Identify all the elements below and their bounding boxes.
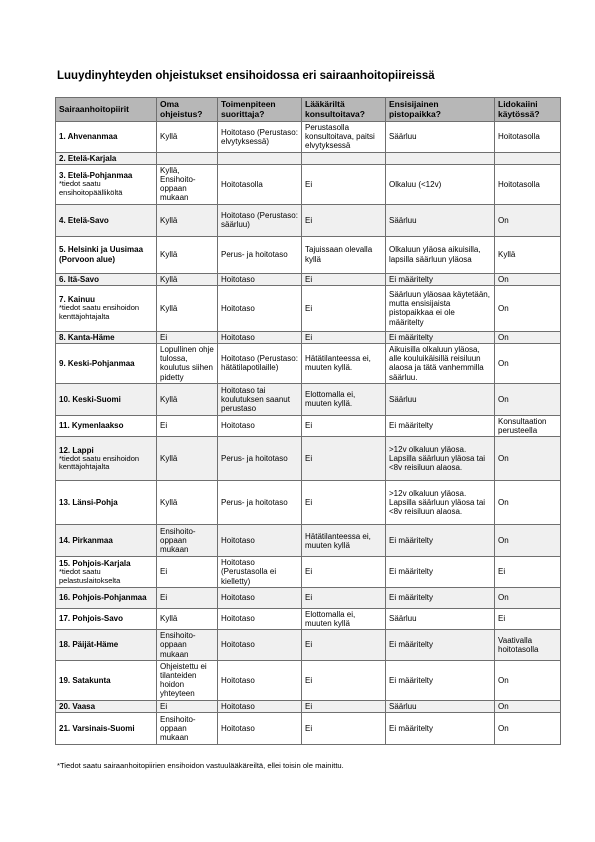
district-name: 9. Keski-Pohjanmaa xyxy=(59,358,135,368)
table-row xyxy=(56,122,561,153)
district-cell xyxy=(56,383,157,415)
cell-performer: Hoitotaso (Perustaso: elvytyksessä) xyxy=(218,122,302,153)
cell-consult: Ei xyxy=(302,587,386,608)
header-own-guideline: Oma ohjeistus? xyxy=(157,98,218,122)
table-row xyxy=(56,587,561,608)
district-cell xyxy=(56,122,157,153)
cell-performer: Hoitotaso xyxy=(218,285,302,331)
cell-own-guideline: Ei xyxy=(157,557,218,588)
cell-performer: Hoitotaso (Perustasolla ei kielletty) xyxy=(218,557,302,588)
cell-lidocaine: Ei xyxy=(495,608,561,629)
district-name: 20. Vaasa xyxy=(59,701,96,711)
district-cell xyxy=(56,608,157,629)
cell-lidocaine: On xyxy=(495,331,561,343)
cell-lidocaine: On xyxy=(495,525,561,557)
district-name: 16. Pohjois-Pohjanmaa xyxy=(59,593,147,603)
cell-performer: Perus- ja hoitotaso xyxy=(218,437,302,481)
cell-own-guideline: Ei xyxy=(157,415,218,436)
district-cell xyxy=(56,630,157,661)
table-row xyxy=(56,344,561,384)
cell-own-guideline: Kyllä xyxy=(157,236,218,273)
district-cell xyxy=(56,660,157,700)
cell-consult: Ei xyxy=(302,164,386,204)
district-source-note: *tiedot saatu ensihoidon kenttäjohtajalta xyxy=(59,453,140,472)
table-row xyxy=(56,525,561,557)
district-cell xyxy=(56,204,157,236)
district-cell xyxy=(56,481,157,525)
district-name: 10. Keski-Suomi xyxy=(59,394,121,404)
cell-primary-site: Säärluun yläosaa käytetään, mutta ensisijaista pistopaikkaa ei ole määritelty xyxy=(386,285,495,331)
cell-performer: Hoitotaso xyxy=(218,331,302,343)
cell-consult: Hätätilanteessa ei, muuten kyllä xyxy=(302,525,386,557)
district-name: 12. Lappi xyxy=(59,445,94,455)
cell-consult: Ei xyxy=(302,557,386,588)
cell-lidocaine: On xyxy=(495,712,561,744)
cell-own-guideline: Ei xyxy=(157,587,218,608)
cell-performer: Hoitotaso xyxy=(218,525,302,557)
header-district: Sairaanhoitopiirit xyxy=(56,98,157,122)
cell-performer: Hoitotasolla xyxy=(218,164,302,204)
cell-lidocaine: On xyxy=(495,481,561,525)
district-name: 3. Etelä-Pohjanmaa xyxy=(59,171,133,181)
table-row xyxy=(56,285,561,331)
district-name: 6. Itä-Savo xyxy=(59,274,100,284)
cell-performer: Hoitotaso xyxy=(218,608,302,629)
cell-consult: Ei xyxy=(302,273,386,285)
table-row xyxy=(56,383,561,415)
cell-consult: Ei xyxy=(302,204,386,236)
cell-lidocaine: Ei xyxy=(495,557,561,588)
cell-primary-site: Ei määritelty xyxy=(386,557,495,588)
table-row xyxy=(56,712,561,744)
cell-performer: Hoitotaso xyxy=(218,587,302,608)
cell-primary-site: Ei määritelty xyxy=(386,630,495,661)
district-cell xyxy=(56,164,157,204)
cell-consult: Ei xyxy=(302,437,386,481)
cell-lidocaine: On xyxy=(495,587,561,608)
cell-lidocaine: On xyxy=(495,344,561,384)
cell-primary-site: Olkaluun yläosa aikuisilla, lapsilla säärluun yläosa xyxy=(386,236,495,273)
cell-consult: Ei xyxy=(302,712,386,744)
cell-performer: Perus- ja hoitotaso xyxy=(218,481,302,525)
district-cell xyxy=(56,273,157,285)
table-row xyxy=(56,152,561,164)
cell-lidocaine: Konsultaation perusteella xyxy=(495,415,561,436)
cell-primary-site: Ei määritelty xyxy=(386,660,495,700)
district-name: 7. Kainuu xyxy=(59,295,96,305)
cell-performer xyxy=(218,152,302,164)
cell-performer: Hoitotaso (Perustaso: hätätilapotilaille) xyxy=(218,344,302,384)
table-row xyxy=(56,204,561,236)
cell-primary-site: Säärluu xyxy=(386,608,495,629)
table-row xyxy=(56,700,561,712)
district-name: 5. Helsinki ja Uusimaa (Porvoon alue) xyxy=(59,245,144,264)
header-lidocaine: Lidokaiini käytössä? xyxy=(495,98,561,122)
cell-consult: Ei xyxy=(302,331,386,343)
cell-own-guideline: Ei xyxy=(157,700,218,712)
district-cell xyxy=(56,415,157,436)
district-source-note: *tiedot saatu ensihoidon kenttäjohtajalta xyxy=(59,303,140,321)
cell-lidocaine: On xyxy=(495,273,561,285)
cell-lidocaine xyxy=(495,152,561,164)
cell-own-guideline: Lopullinen ohje tulossa, koulutus siihen pidetty xyxy=(157,344,218,384)
cell-primary-site: Säärluu xyxy=(386,204,495,236)
cell-primary-site: Ei määritelty xyxy=(386,415,495,436)
cell-lidocaine: Hoitotasolla xyxy=(495,122,561,153)
footnote: *Tiedot saatu sairaanhoitopiirien ensihoidon vastuulääkäreiltä, ellei toisin ole mainittu. xyxy=(57,761,344,770)
cell-own-guideline xyxy=(157,152,218,164)
district-name: 2. Etelä-Karjala xyxy=(59,153,117,163)
cell-primary-site: Säärluu xyxy=(386,122,495,153)
cell-performer: Hoitotaso tai koulutuksen saanut perustaso xyxy=(218,383,302,415)
table-row xyxy=(56,236,561,273)
table-row xyxy=(56,331,561,343)
districts-table xyxy=(55,97,561,745)
district-cell xyxy=(56,712,157,744)
district-cell xyxy=(56,557,157,588)
cell-performer: Hoitotaso xyxy=(218,415,302,436)
header-performer: Toimenpiteen suorittaja? xyxy=(218,98,302,122)
cell-consult: Ei xyxy=(302,285,386,331)
district-cell xyxy=(56,285,157,331)
cell-own-guideline: Kyllä xyxy=(157,437,218,481)
district-cell xyxy=(56,587,157,608)
cell-primary-site: >12v olkaluun yläosa. Lapsilla säärluun yläosa tai <8v reisiluun alaosa. xyxy=(386,481,495,525)
table-body xyxy=(56,122,561,745)
cell-performer: Hoitotaso xyxy=(218,660,302,700)
cell-own-guideline: Kyllä xyxy=(157,122,218,153)
table-row xyxy=(56,557,561,588)
cell-primary-site: Ei määritelty xyxy=(386,331,495,343)
cell-own-guideline: Kyllä xyxy=(157,285,218,331)
cell-own-guideline: Ei xyxy=(157,331,218,343)
cell-consult: Ei xyxy=(302,660,386,700)
cell-own-guideline: Kyllä, Ensihoito-oppaan mukaan xyxy=(157,164,218,204)
cell-own-guideline: Kyllä xyxy=(157,608,218,629)
table-row xyxy=(56,164,561,204)
district-cell xyxy=(56,344,157,384)
header-consult: Lääkäriltä konsultoitava? xyxy=(302,98,386,122)
cell-consult: Perustasolla konsultoitava, paitsi elvytyksessä xyxy=(302,122,386,153)
district-name: 14. Pirkanmaa xyxy=(59,536,113,546)
table-row xyxy=(56,608,561,629)
table-row xyxy=(56,481,561,525)
district-name: 17. Pohjois-Savo xyxy=(59,614,124,624)
cell-own-guideline: Kyllä xyxy=(157,204,218,236)
district-cell xyxy=(56,700,157,712)
cell-primary-site xyxy=(386,152,495,164)
cell-performer: Perus- ja hoitotaso xyxy=(218,236,302,273)
cell-consult: Elottomalla ei, muuten kyllä. xyxy=(302,383,386,415)
table-row xyxy=(56,660,561,700)
cell-performer: Hoitotaso xyxy=(218,630,302,661)
table-row xyxy=(56,415,561,436)
cell-consult: Ei xyxy=(302,700,386,712)
cell-consult: Elottomalla ei, muuten kyllä xyxy=(302,608,386,629)
cell-primary-site: Ei määritelty xyxy=(386,525,495,557)
cell-performer: Hoitotaso (Perustaso: säärluu) xyxy=(218,204,302,236)
district-name: 8. Kanta-Häme xyxy=(59,332,115,342)
cell-performer: Hoitotaso xyxy=(218,273,302,285)
cell-primary-site: Aikuisilla olkaluun yläosa, alle kouluikäisillä reisiluun alaosa ja tätä vanhemmilla säärluu. xyxy=(386,344,495,384)
cell-own-guideline: Ensihoito-oppaan mukaan xyxy=(157,525,218,557)
cell-performer: Hoitotaso xyxy=(218,712,302,744)
cell-consult: Ei xyxy=(302,630,386,661)
district-name: 1. Ahvenanmaa xyxy=(59,132,118,142)
cell-lidocaine: On xyxy=(495,700,561,712)
district-cell xyxy=(56,525,157,557)
cell-primary-site: Säärluu xyxy=(386,700,495,712)
cell-lidocaine: Kyllä xyxy=(495,236,561,273)
table-row xyxy=(56,437,561,481)
district-name: 13. Länsi-Pohja xyxy=(59,498,118,508)
cell-consult xyxy=(302,152,386,164)
district-name: 15. Pohjois-Karjala xyxy=(59,558,131,568)
cell-primary-site: Ei määritelty xyxy=(386,273,495,285)
district-source-note: *tiedot saatu ensihoitopäälliköltä xyxy=(59,179,123,197)
district-name: 21. Varsinais-Suomi xyxy=(59,723,135,733)
cell-own-guideline: Ensihoito-oppaan mukaan xyxy=(157,712,218,744)
cell-lidocaine: On xyxy=(495,437,561,481)
district-cell xyxy=(56,152,157,164)
district-name: 19. Satakunta xyxy=(59,675,111,685)
cell-lidocaine: On xyxy=(495,204,561,236)
table-row xyxy=(56,630,561,661)
cell-lidocaine: Hoitotasolla xyxy=(495,164,561,204)
district-name: 18. Päijät-Häme xyxy=(59,640,119,650)
table-header-row xyxy=(56,98,561,122)
cell-own-guideline: Kyllä xyxy=(157,273,218,285)
cell-consult: Hätätilanteessa ei, muuten kyllä. xyxy=(302,344,386,384)
district-cell xyxy=(56,437,157,481)
cell-primary-site: Olkaluu (<12v) xyxy=(386,164,495,204)
cell-own-guideline: Kyllä xyxy=(157,481,218,525)
cell-primary-site: Säärluu xyxy=(386,383,495,415)
cell-lidocaine: Vaativalla hoitotasolla xyxy=(495,630,561,661)
cell-primary-site: Ei määritelty xyxy=(386,712,495,744)
district-name: 11. Kymenlaakso xyxy=(59,421,124,431)
cell-primary-site: Ei määritelty xyxy=(386,587,495,608)
district-cell xyxy=(56,236,157,273)
district-name: 4. Etelä-Savo xyxy=(59,215,109,225)
cell-primary-site: >12v olkaluun yläosa. Lapsilla säärluun yläosa tai <8v reisiluun alaosa. xyxy=(386,437,495,481)
cell-own-guideline: Kyllä xyxy=(157,383,218,415)
cell-lidocaine: On xyxy=(495,383,561,415)
header-primary-site: Ensisijainen pistopaikka? xyxy=(386,98,495,122)
cell-lidocaine: On xyxy=(495,285,561,331)
district-cell xyxy=(56,331,157,343)
cell-consult: Ei xyxy=(302,415,386,436)
cell-consult: Tajuissaan olevalla kyllä xyxy=(302,236,386,273)
cell-performer: Hoitotaso xyxy=(218,700,302,712)
table-row xyxy=(56,273,561,285)
document-title: Luuydinyhteyden ohjeistukset ensihoidossa eri sairaanhoitopiireissä xyxy=(57,70,435,82)
cell-consult: Ei xyxy=(302,481,386,525)
cell-own-guideline: Ohjeistettu ei tilanteiden hoidon yhteyteen xyxy=(157,660,218,700)
cell-lidocaine: On xyxy=(495,660,561,700)
cell-own-guideline: Ensihoito-oppaan mukaan xyxy=(157,630,218,661)
district-source-note: *tiedot saatu pelastuslaitokselta xyxy=(59,567,121,585)
